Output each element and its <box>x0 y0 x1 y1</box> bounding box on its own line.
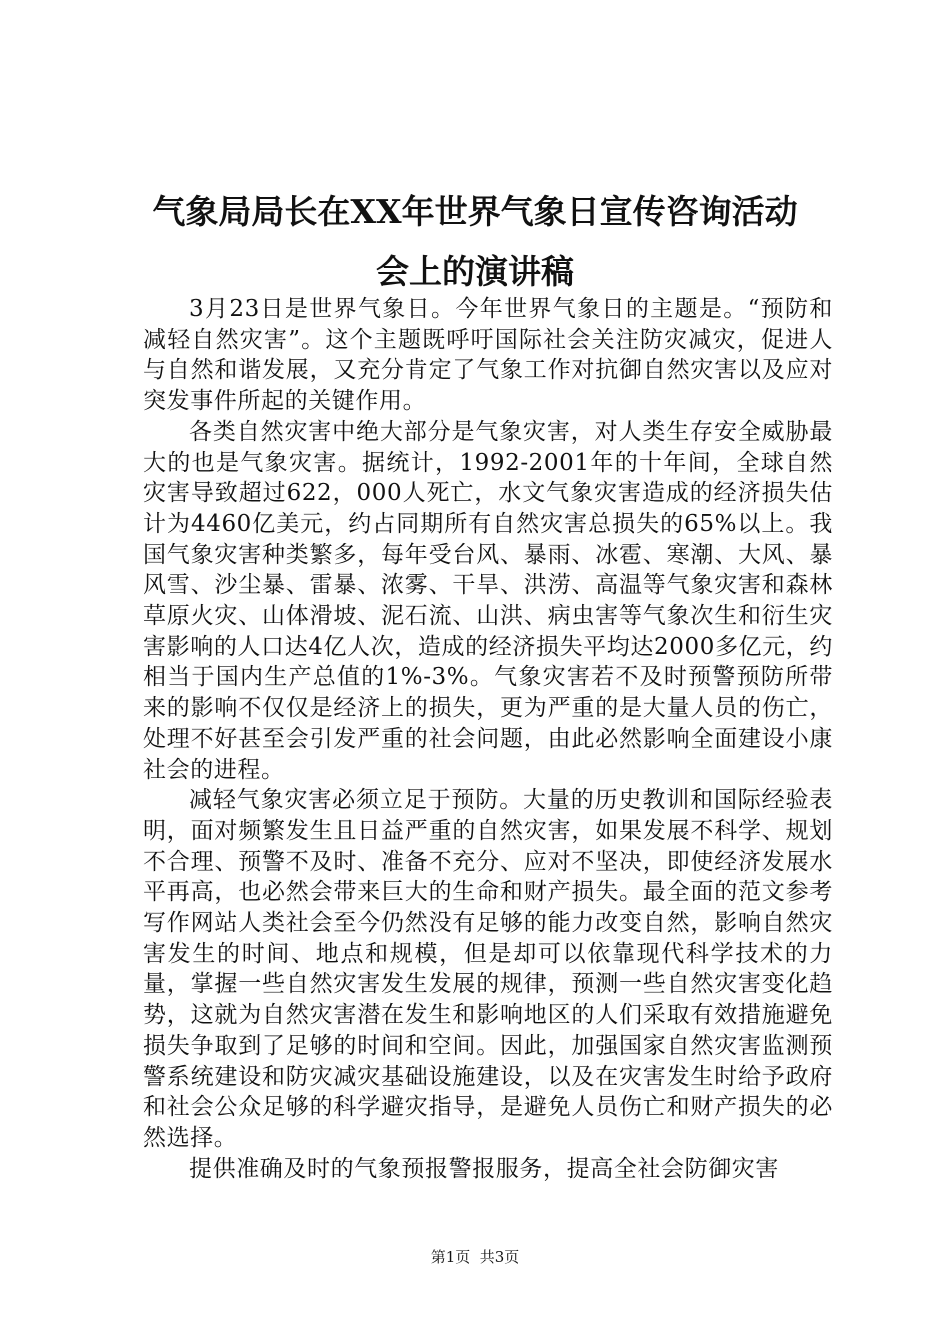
paragraph: 3月23日是世界气象日。今年世界气象日的主题是。“预防和减轻自然灾害”。这个主题既呼吁国际社会关注防灾减灾，促进人与自然和谐发展，又充分肯定了气象工作对抗御自然灾害以及应对突发事件所起的关键作用。 <box>143 296 833 415</box>
paragraph: 各类自然灾害中绝大部分是气象灾害，对人类生存安全威胁最大的也是气象灾害。据统计，1992-2001年的十年间，全球自然灾害导致超过622，000人死亡，水文气象灾害造成的经济损失估计为4460亿美元，约占同期所有自然灾害总损失的65%以上。我国气象灾害种类繁多，每年受台风、暴雨、冰雹、寒潮、大风、暴风雪、沙尘暴、雷暴、浓雾、干旱、洪涝、高温等气象灾害和森林草原火灾、山体滑坡、泥石流、山洪、病虫害等气象次生和衍生灾害影响的人口达4亿人次，造成的经济损失平均达2000多亿元，约相当于国内生产总值的1%-3%。气象灾害若不及时预警预防所带来的影响不仅仅是经济上的损失，更为严重的是大量人员的伤亡，处理不好甚至会引发严重的社会问题，由此必然影响全面建设小康社会的进程。 <box>143 418 833 783</box>
paragraph: 提供准确及时的气象预报警报服务，提高全社会防御灾害 <box>189 1155 779 1182</box>
page-number-text: 第1页 共3页 <box>430 1248 520 1266</box>
page-footer <box>0 1246 950 1267</box>
document-body <box>143 294 833 1184</box>
document-title-line-1: 气象局局长在XX年世界气象日宣传咨询活动 <box>152 192 798 231</box>
paragraph: 减轻气象灾害必须立足于预防。大量的历史教训和国际经验表明，面对频繁发生且日益严重的自然灾害，如果发展不科学、规划不合理、预警不及时、准备不充分、应对不坚决，即使经济发展水平再高，也必然会带来巨大的生命和财产损失。最全面的范文参考写作网站人类社会至今仍然没有足够的能力改变自然，影响自然灾害发生的时间、地点和规模，但是却可以依靠现代科学技术的力量，掌握一些自然灾害发生发展的规律，预测一些自然灾害变化趋势，这就为自然灾害潜在发生和影响地区的人们采取有效措施避免损失争取到了足够的时间和空间。因此，加强国家自然灾害监测预警系统建设和防灾减灾基础设施建设，以及在灾害发生时给予政府和社会公众足够的科学避灾指导，是避免人员伤亡和财产损失的必然选择。 <box>143 787 833 1151</box>
document-title-line-2: 会上的演讲稿 <box>376 252 574 291</box>
